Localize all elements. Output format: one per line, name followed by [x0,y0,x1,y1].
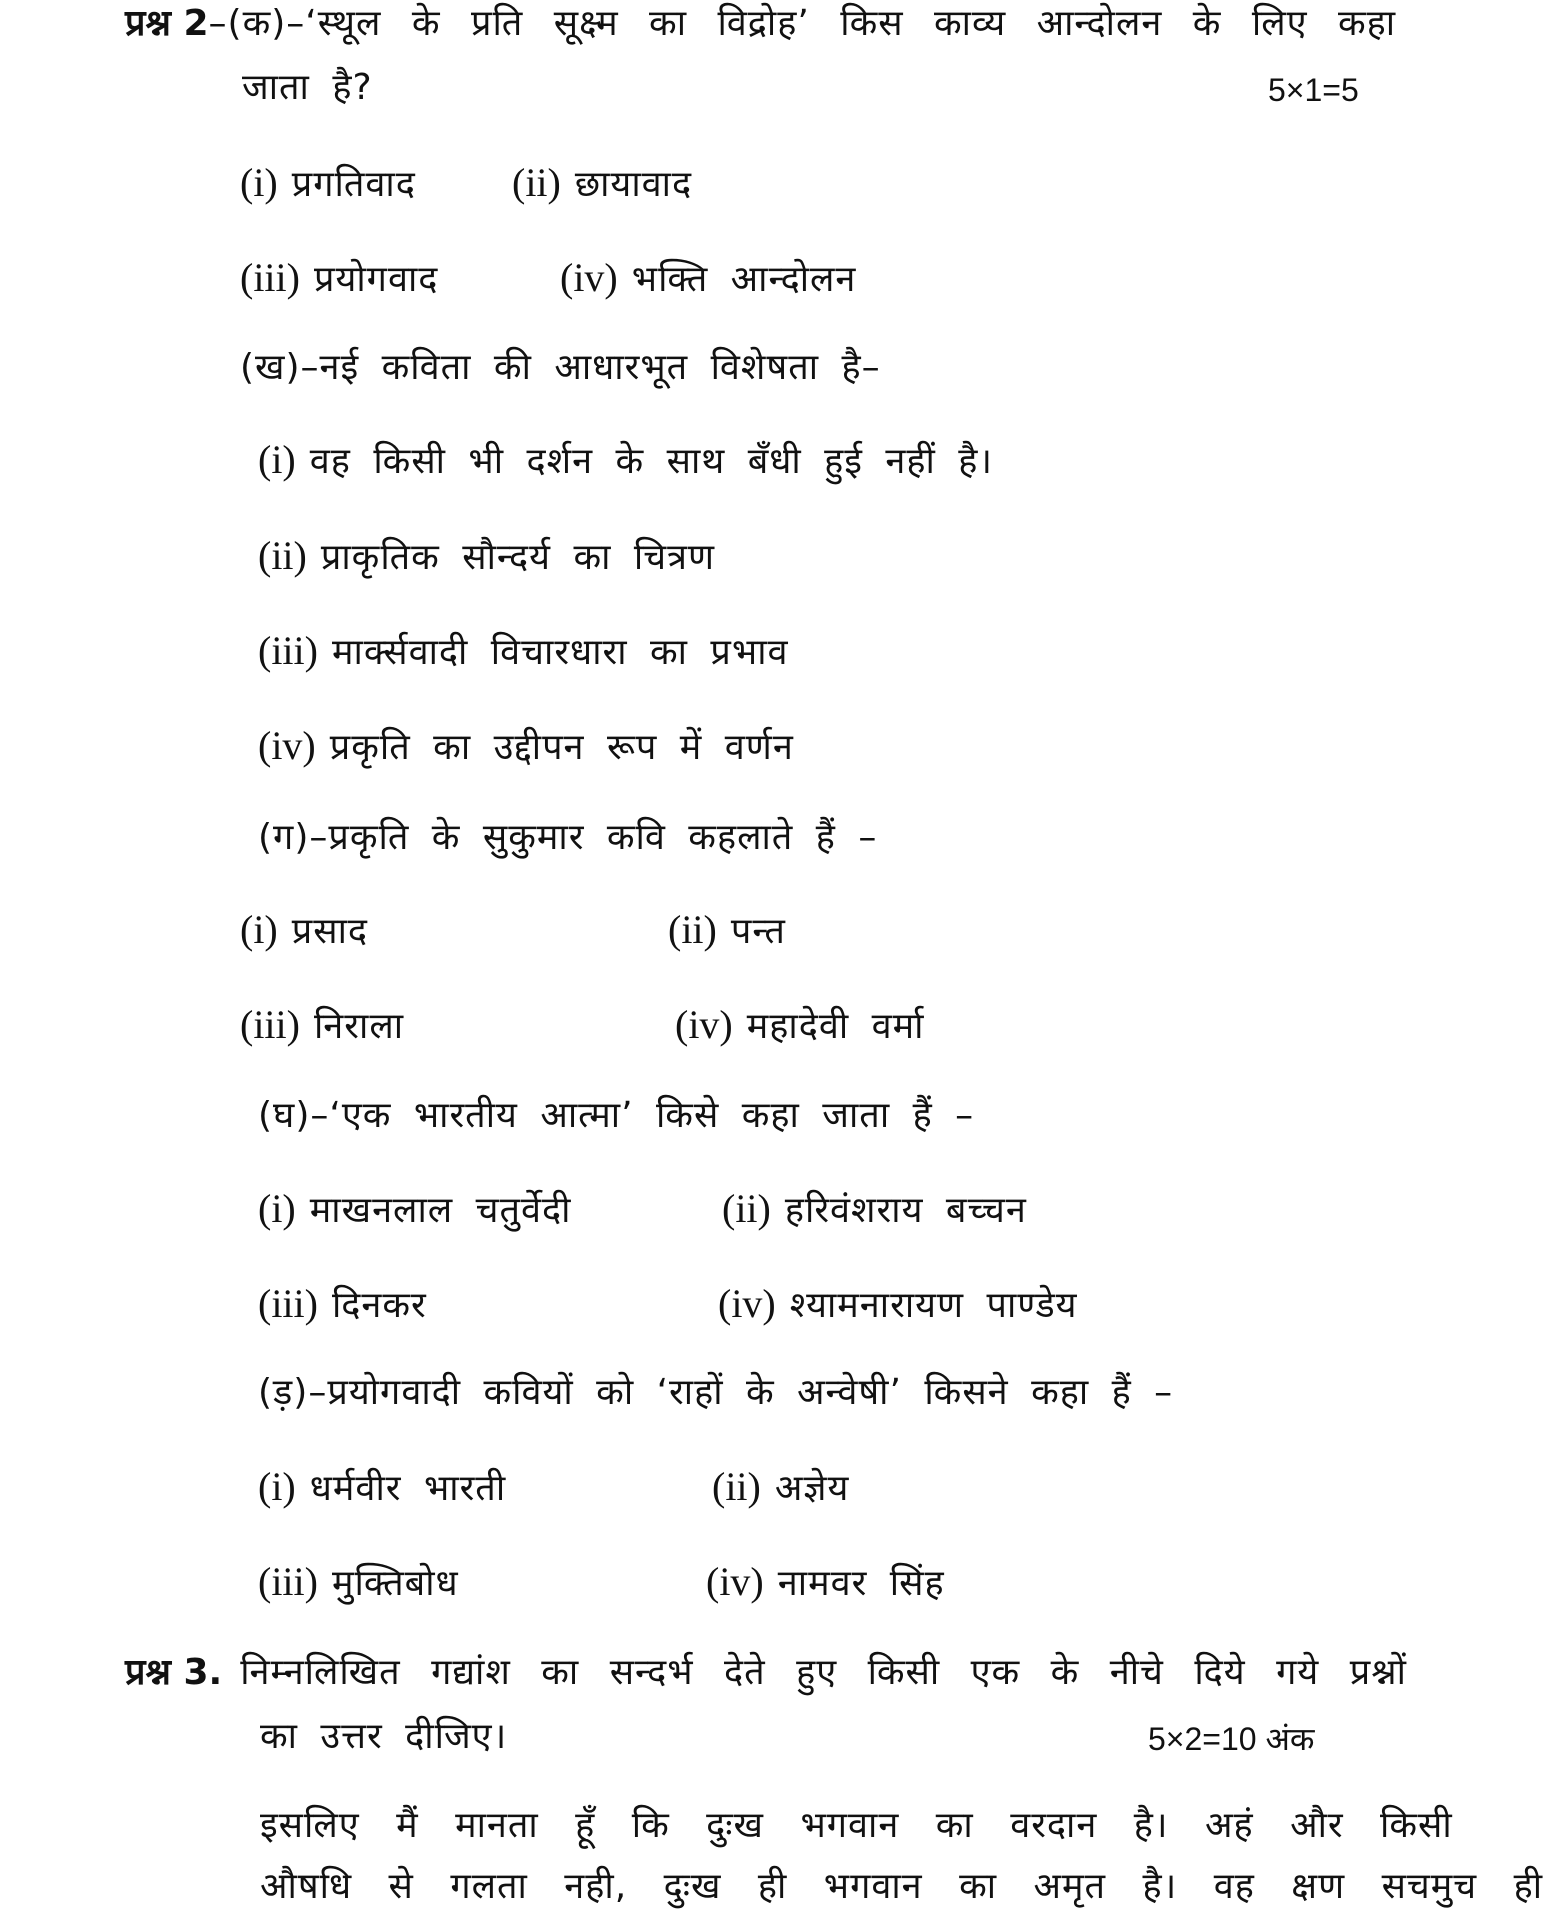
option-ga-iii: (iii) निराला [240,1002,405,1047]
question-kha [240,340,881,392]
option-ga-iv: (iv) महादेवी वर्मा [675,1002,925,1047]
question-nga-label: (ड़)– [258,1372,328,1413]
option-nga-iv: (iv) नामवर सिंह [706,1559,945,1604]
question-2-sub-label: –(क)– [208,3,306,44]
question-2-line-1 [125,0,1396,48]
question-2-text: ‘स्थूल के प्रति सूक्ष्म का विद्रोह’ किस काव्य आन्दोलन के लिए कहा [305,3,1397,44]
question-3-marks: 5×2=10 अंक [1148,1721,1315,1757]
option-kha-iv: (iv) प्रकृति का उद्दीपन रूप में वर्णन [258,723,794,768]
option-ka-i: (i) प्रगतिवाद [240,160,416,205]
option-gha-iii: (iii) दिनकर [258,1281,427,1326]
question-3-line-1 [125,1645,1407,1697]
question-nga-text: प्रयोगवादी कवियों को ‘राहों के अन्वेषी’ किसने कहा हैं – [327,1372,1174,1413]
question-3-line-2: का उत्तर दीजिए। [260,1716,508,1757]
question-kha-text: नई कविता की आधारभूत विशेषता है– [319,347,881,388]
question-nga [258,1365,1173,1417]
option-ka-iii: (iii) प्रयोगवाद [240,255,439,300]
option-nga-ii: (ii) अज्ञेय [712,1464,850,1509]
passage-line-1: इसलिए मैं मानता हूँ कि दुःख भगवान का वरदान है। अहं और किसी [260,1805,1453,1846]
option-gha-iv: (iv) श्यामनारायण पाण्डेय [718,1281,1078,1326]
option-kha-iii: (iii) मार्क्सवादी विचारधारा का प्रभाव [258,628,789,673]
question-2-marks: 5×1=5 [1268,72,1359,108]
question-ga-label: (ग)– [258,817,329,858]
question-gha-label: (घ)– [258,1095,330,1136]
question-2-line-2: जाता है? [242,67,373,108]
option-ka-ii: (ii) छायावाद [512,160,693,205]
question-gha [258,1088,974,1140]
option-gha-i: (i) माखनलाल चतुर्वेदी [258,1186,572,1231]
question-gha-text: ‘एक भारतीय आत्मा’ किसे कहा जाता हैं – [329,1095,975,1136]
question-ga-text: प्रकृति के सुकुमार कवि कहलाते हैं – [328,817,878,858]
question-kha-label: (ख)– [240,347,320,388]
question-3-text: निम्नलिखित गद्यांश का सन्दर्भ देते हुए किसी एक के नीचे दिये गये प्रश्नों [240,1652,1407,1693]
option-nga-iii: (iii) मुक्तिबोध [258,1559,459,1604]
option-ga-i: (i) प्रसाद [240,907,369,952]
option-ga-ii: (ii) पन्त [668,907,786,952]
question-2-label: प्रश्न 2 [125,3,209,44]
option-kha-ii: (ii) प्राकृतिक सौन्दर्य का चित्रण [258,533,715,578]
option-ka-iv: (iv) भक्ति आन्दोलन [560,255,857,300]
passage-line-2: औषधि से गलता नही, दुःख ही भगवान का अमृत है। वह क्षण सचमुच ही [260,1866,1544,1907]
question-3-label: प्रश्न 3. [125,1652,223,1693]
option-gha-ii: (ii) हरिवंशराय बच्चन [722,1186,1027,1231]
option-nga-i: (i) धर्मवीर भारती [258,1464,507,1509]
question-ga [258,810,877,862]
option-kha-i: (i) वह किसी भी दर्शन के साथ बँधी हुई नहीं है। [258,437,994,482]
